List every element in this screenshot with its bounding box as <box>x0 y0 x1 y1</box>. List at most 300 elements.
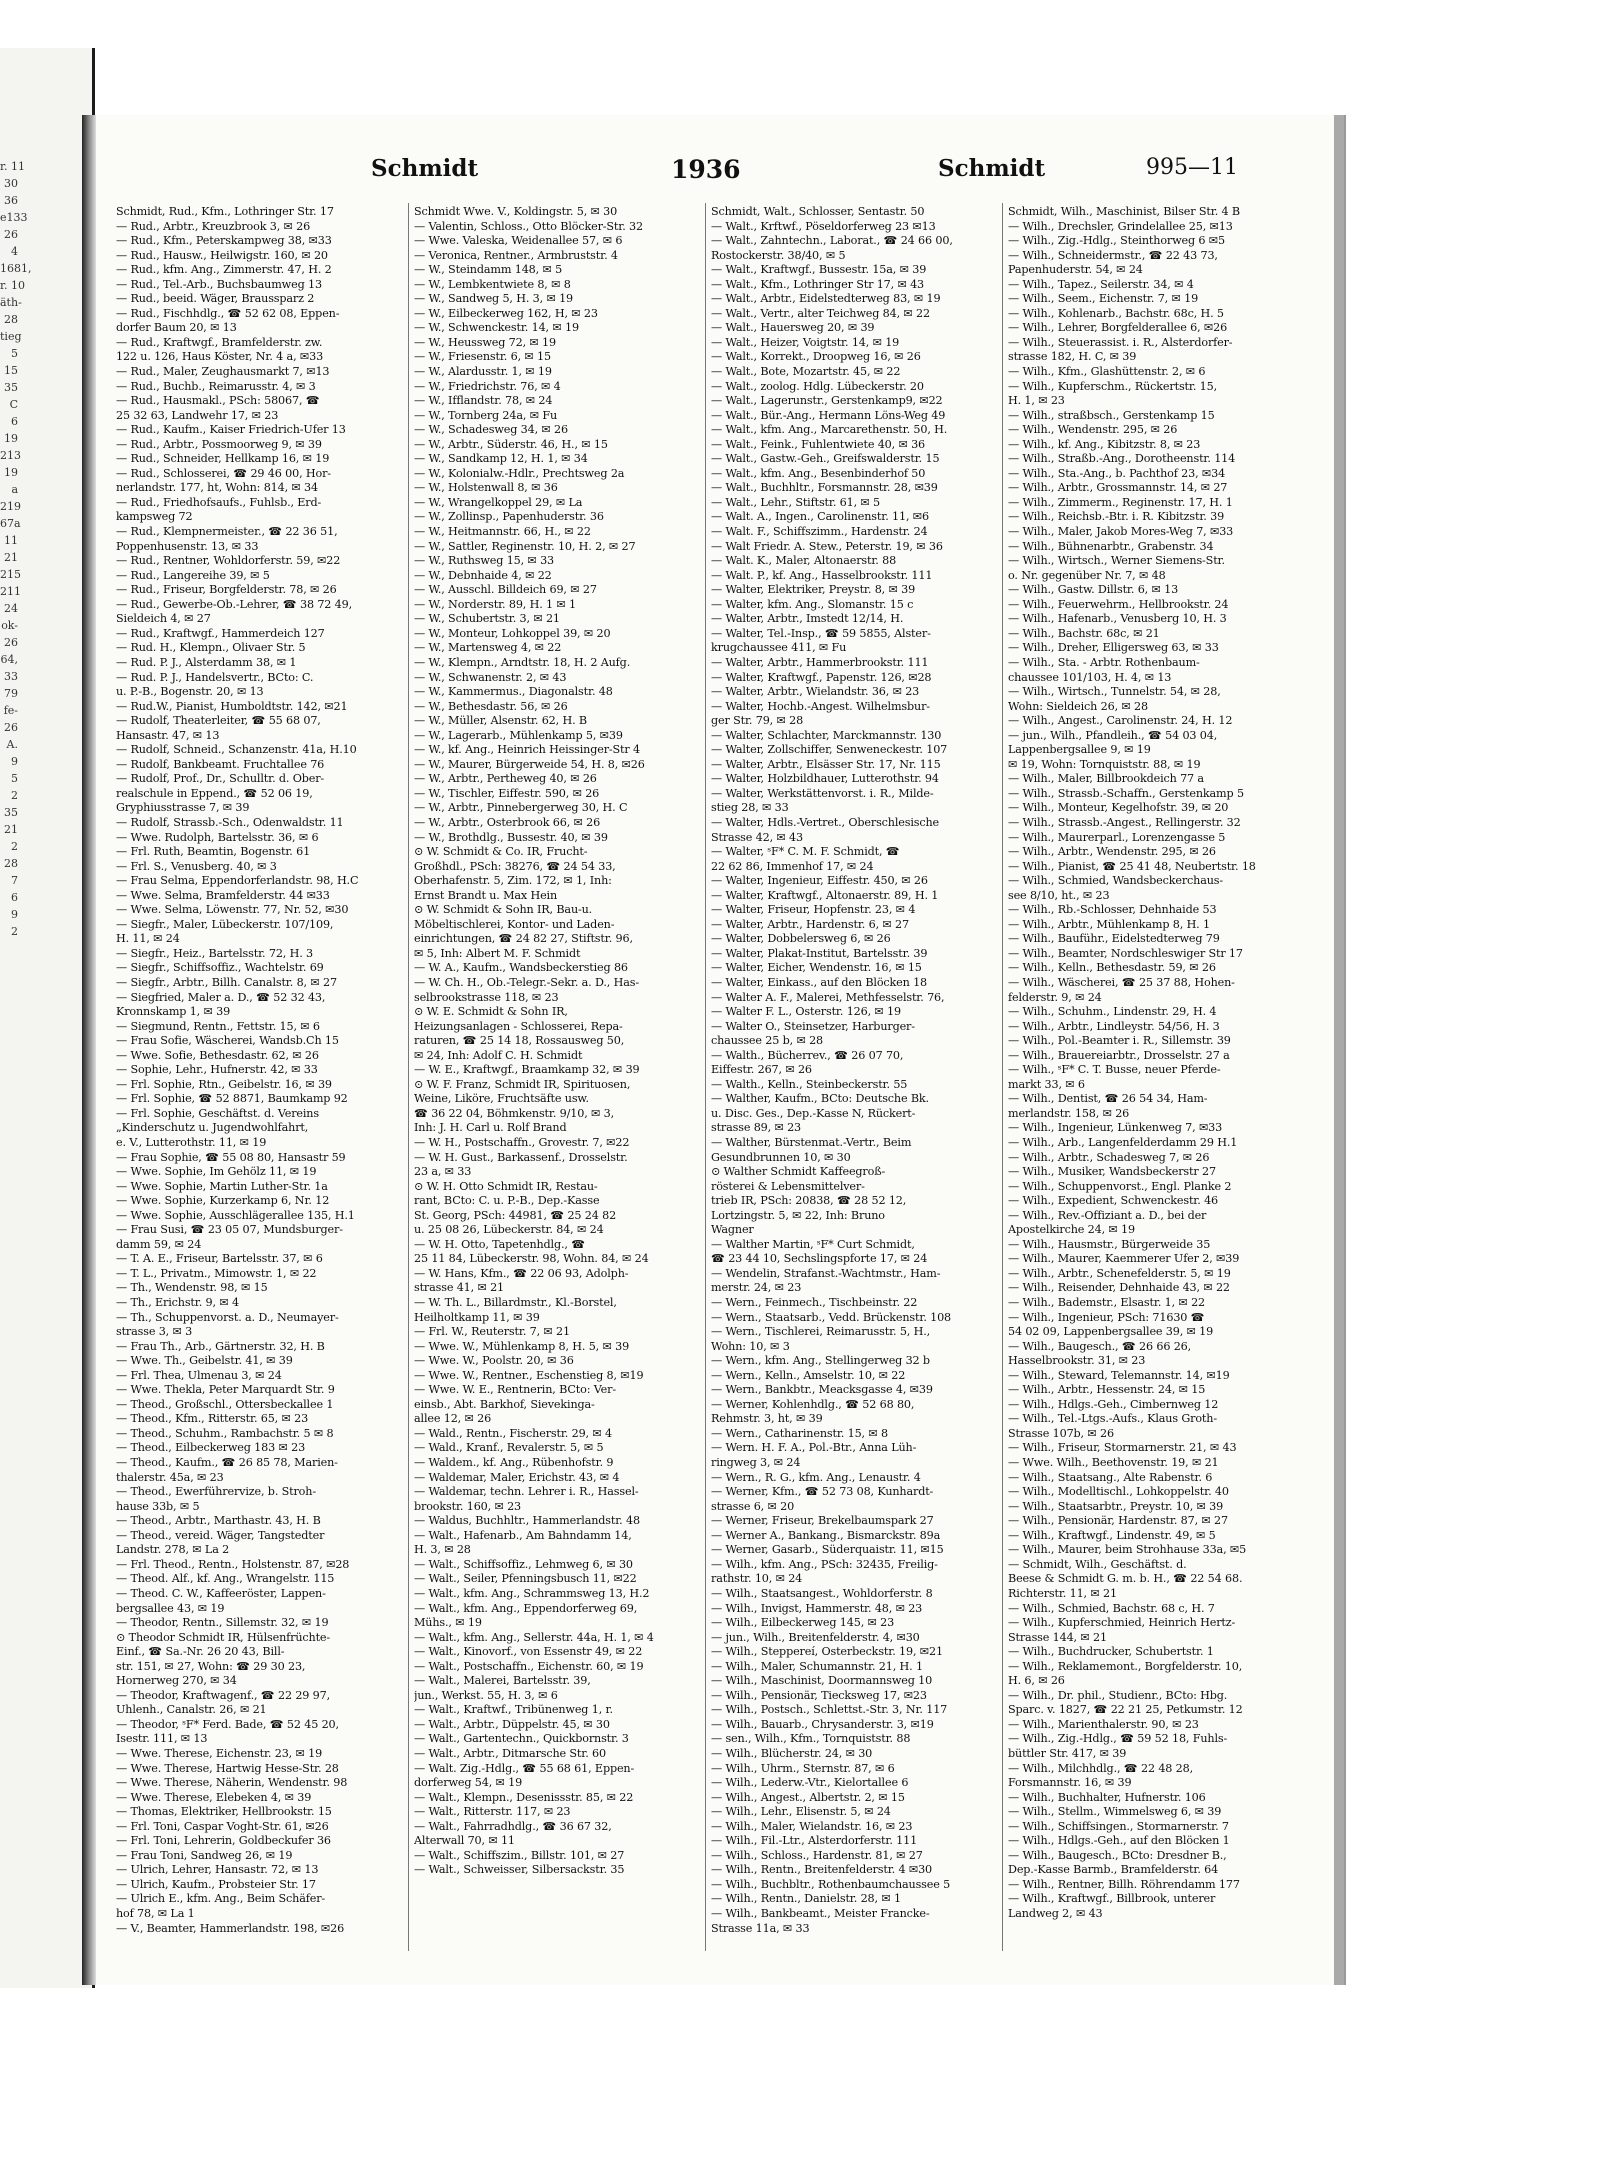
facing-page-fragment: 26 <box>4 636 18 649</box>
directory-entry-line: — Wilh., Maler, Schumannstr. 21, H. 1 <box>711 1659 923 1673</box>
directory-entry-line: — Theod. C. W., Kaffeeröster, Lappen- <box>116 1586 326 1600</box>
directory-entry-line: — Wwe. W., Rentner., Eschenstieg 8, ✉19 <box>414 1368 644 1382</box>
directory-entry-line: — Walt., Heizer, Voigtstr. 14, ✉ 19 <box>711 335 900 349</box>
directory-entry-line: jun., Werkst. 55, H. 3, ✉ 6 <box>414 1688 558 1702</box>
facing-page-fragment: 215 <box>0 568 21 581</box>
directory-entry-line: Schmidt, Rud., Kfm., Lothringer Str. 17 <box>116 205 334 218</box>
directory-entry-line: — Frl. Toni, Caspar Voght-Str. 61, ✉26 <box>116 1819 329 1833</box>
directory-entry-line: — Wern. H. F. A., Pol.-Btr., Anna Lüh- <box>711 1441 917 1455</box>
directory-entry-line: Hornerweg 270, ✉ 34 <box>116 1674 237 1688</box>
directory-entry-line: — Wern., Feinmech., Tischbeinstr. 22 <box>711 1296 918 1310</box>
directory-entry-line: — Walt., Malerei, Bartelsstr. 39, <box>414 1674 591 1688</box>
directory-entry-line: — W. H. Gust., Barkassenf., Drosselstr. <box>414 1150 628 1164</box>
facing-page-fragment: 2 <box>11 925 18 938</box>
directory-entry-line: — Wwe. Th., Geibelstr. 41, ✉ 39 <box>116 1354 293 1368</box>
directory-entry-line: — Rud., Gewerbe-Ob.-Lehrer, ☎ 38 72 49, <box>116 597 353 611</box>
directory-entry-line: — Walter, Arbtr., Hammerbrookstr. 111 <box>711 655 929 669</box>
directory-entry-line: Schmidt, Walt., Schlosser, Sentastr. 50 <box>711 205 925 218</box>
directory-entry-line: — Wilh., Hdlgs.-Geh., Cimbernweg 12 <box>1008 1397 1219 1411</box>
directory-entry-line: St. Georg, PSch: 44981, ☎ 25 24 82 <box>414 1208 617 1222</box>
directory-entry-line: — Rud., Hausw., Heilwigstr. 160, ✉ 20 <box>116 248 328 262</box>
directory-entry-line: — Wilh., Kraftwgf., Billbrook, unterer <box>1008 1892 1216 1906</box>
directory-entry-line: raturen, ☎ 25 14 18, Rossausweg 50, <box>414 1034 625 1048</box>
directory-entry-line: — Wilh., Bachstr. 68c, ✉ 21 <box>1008 626 1160 640</box>
directory-entry-line: — Waldemar, techn. Lehrer i. R., Hassel- <box>414 1485 639 1499</box>
directory-entry-line: — Waldem., kf. Ang., Rübenhofstr. 9 <box>414 1456 614 1470</box>
facing-page-fragment: 19 <box>4 466 18 479</box>
directory-entry-line: chaussee 101/103, H. 4, ✉ 13 <box>1008 670 1172 684</box>
directory-column-3 <box>711 205 996 1936</box>
directory-entry-line: ger Str. 79, ✉ 28 <box>711 714 804 728</box>
directory-entry-line: bergsallee 43, ✉ 19 <box>116 1601 225 1615</box>
directory-entry-line: ⊙ W. E. Schmidt & Sohn IR, <box>414 1005 568 1019</box>
directory-entry-line: — W. H. Otto, Tapetenhdlg., ☎ <box>414 1237 586 1251</box>
directory-entry-line: — Rud., Kraftwgf., Hammerdeich 127 <box>116 626 325 640</box>
directory-entry-line: ringweg 3, ✉ 24 <box>711 1456 801 1470</box>
directory-entry-line: Gryphiusstrasse 7, ✉ 39 <box>116 801 250 815</box>
directory-entry-line: Ernst Brandt u. Max Hein <box>414 888 558 902</box>
directory-entry-line: — W., Kammermus., Diagonalstr. 48 <box>414 685 613 699</box>
directory-entry-line: — Wilh., Uhrm., Sternstr. 87, ✉ 6 <box>711 1761 895 1775</box>
directory-entry-line: — Walt., kfm. Ang., Eppendorferweg 69, <box>414 1601 638 1615</box>
directory-entry-line: strasse 6, ✉ 20 <box>711 1499 795 1513</box>
directory-entry-line: — Walter O., Steinsetzer, Harburger- <box>711 1019 915 1033</box>
directory-entry-line: — Wilh., Zig.-Hdlg., Steinthorweg 6 ✉5 <box>1008 234 1225 248</box>
directory-entry-line: — Wilh., Kupferschmied, Heinrich Hertz- <box>1008 1616 1236 1630</box>
directory-entry-line: — Walt., Gastw.-Geh., Greifswalderstr. 15 <box>711 452 940 466</box>
directory-entry-line: chaussee 25 b, ✉ 28 <box>711 1034 824 1048</box>
directory-entry-line: — Wilh., Hdlgs.-Geh., auf den Blöcken 1 <box>1008 1834 1230 1848</box>
directory-entry-line: — Walt., Bote, Mozartstr. 45, ✉ 22 <box>711 365 901 379</box>
directory-entry-line: — Wilh., Buchdrucker, Schubertstr. 1 <box>1008 1645 1214 1659</box>
directory-entry-line: allee 12, ✉ 26 <box>414 1412 492 1426</box>
directory-entry-line: — Wilh., Rentn., Danielstr. 28, ✉ 1 <box>711 1892 901 1906</box>
directory-entry-line: — Wwe. Wilh., Beethovenstr. 19, ✉ 21 <box>1008 1456 1219 1470</box>
directory-entry-line: Weine, Liköre, Fruchtsäfte usw. <box>414 1092 589 1106</box>
directory-entry-line: ☎ 23 44 10, Sechslingspforte 17, ✉ 24 <box>711 1252 928 1266</box>
directory-entry-line: — Wilh., ˢF* C. T. Busse, neuer Pferde- <box>1008 1063 1221 1077</box>
directory-entry-line: — W., Kolonialw.-Hdlr., Prechtsweg 2a <box>414 466 625 480</box>
directory-entry-line: — Wilh., Beamter, Nordschleswiger Str 17 <box>1008 946 1243 960</box>
directory-entry-line: 25 11 84, Lübeckerstr. 98, Wohn. 84, ✉ 24 <box>414 1252 649 1266</box>
facing-page-fragment: fe- <box>3 704 18 717</box>
directory-entry-line: — Wilh., Stellm., Wimmelsweg 6, ✉ 39 <box>1008 1805 1222 1819</box>
directory-entry-line: Papenhuderstr. 54, ✉ 24 <box>1008 263 1143 277</box>
directory-entry-line: — Frau Susi, ☎ 23 05 07, Mundsburger- <box>116 1223 343 1237</box>
facing-page-fragment: r. 11 <box>0 160 26 173</box>
facing-page-fragment: 15 <box>4 364 18 377</box>
directory-entry-line: — W., Steindamm 148, ✉ 5 <box>414 263 563 277</box>
directory-entry-line: — W. Th. L., Billardmstr., Kl.-Borstel, <box>414 1296 617 1310</box>
directory-entry-line: — Wilh., Buchbltr., Rothenbaumchaussee 5 <box>711 1877 951 1891</box>
directory-entry-line: — W., Brothdlg., Bussestr. 40, ✉ 39 <box>414 830 608 844</box>
directory-entry-line: — Th., Wendenstr. 98, ✉ 15 <box>116 1281 268 1295</box>
directory-entry-line: — Siegfr., Schiffsoffiz., Wachtelstr. 69 <box>116 961 324 975</box>
directory-entry-line: — Wilh., Schmied, Bachstr. 68 c, H. 7 <box>1008 1601 1215 1615</box>
directory-entry-line: krugchaussee 411, ✉ Fu <box>711 641 847 655</box>
directory-entry-line: — Walt., kfm. Ang., Sellerstr. 44a, H. 1, ✉ 4 <box>414 1630 654 1644</box>
directory-entry-line: ✉ 5, Inh: Albert M. F. Schmidt <box>414 946 581 960</box>
directory-entry-line: — W., Arbtr., Pertheweg 40, ✉ 26 <box>414 772 597 786</box>
directory-entry-line: — W., Schadesweg 34, ✉ 26 <box>414 423 568 437</box>
directory-entry-line: Strasse 107b, ✉ 26 <box>1008 1426 1114 1440</box>
facing-page-fragment: 5 <box>11 347 18 360</box>
directory-entry-line: — Rud., Schlosserei, ☎ 29 46 00, Hor- <box>116 466 331 480</box>
directory-entry-line: H. 6, ✉ 26 <box>1008 1674 1065 1688</box>
directory-entry-line: — W., kf. Ang., Heinrich Heissinger-Str 4 <box>414 743 640 757</box>
directory-entry-line: ☎ 36 22 04, Böhmkenstr. 9/10, ✉ 3, <box>414 1106 615 1120</box>
facing-page-fragment: tieg <box>0 330 22 343</box>
directory-entry-line: — Walt. K., Maler, Altonaerstr. 88 <box>711 554 897 568</box>
directory-entry-line: — Walt., Arbtr., Düppelstr. 45, ✉ 30 <box>414 1717 610 1731</box>
directory-entry-line: — Werner, Kfm., ☎ 52 73 08, Kunhardt- <box>711 1485 934 1499</box>
directory-entry-line: — W., Ausschl. Billdeich 69, ✉ 27 <box>414 583 597 597</box>
directory-entry-line: — Wilh., Staatsangest., Wohldorferstr. 8 <box>711 1586 933 1600</box>
directory-entry-line: — Walter, Schlachter, Marckmannstr. 130 <box>711 728 942 742</box>
directory-entry-line: Gesundbrunnen 10, ✉ 30 <box>711 1150 851 1164</box>
directory-entry-line: — Wern., Kelln., Amselstr. 10, ✉ 22 <box>711 1368 906 1382</box>
directory-entry-line: — Walt., zoolog. Hdlg. Lübeckerstr. 20 <box>711 379 924 393</box>
directory-entry-line: — Wilh., Staatsang., Alte Rabenstr. 6 <box>1008 1470 1213 1484</box>
directory-entry-line: — Walt., Krftwf., Pöseldorferweg 23 ✉13 <box>711 219 936 233</box>
directory-entry-line: — Wilh., Milchhdlg., ☎ 22 48 28, <box>1008 1761 1193 1775</box>
directory-entry-line: — Walter, Plakat-Institut, Bartelsstr. 39 <box>711 946 928 960</box>
directory-entry-line: — Walt., kfm. Ang., Schrammsweg 13, H.2 <box>414 1586 650 1600</box>
directory-entry-line: — Walt., Lehr., Stiftstr. 61, ✉ 5 <box>711 495 881 509</box>
directory-entry-line: — Wilh., Friseur, Stormarnerstr. 21, ✉ 43 <box>1008 1441 1237 1455</box>
directory-column-1 <box>116 205 401 1936</box>
directory-entry-line: rathstr. 10, ✉ 24 <box>711 1572 803 1586</box>
directory-entry-line: — W., Schwanenstr. 2, ✉ 43 <box>414 670 567 684</box>
directory-entry-line: — Wilh., Dr. phil., Studienr., BCto: Hbg. <box>1008 1688 1228 1702</box>
directory-entry-line: — Wwe. Thekla, Peter Marquardt Str. 9 <box>116 1383 335 1397</box>
directory-entry-line: — Wilh., Steppereí, Osterbeckstr. 19, ✉21 <box>711 1645 943 1659</box>
directory-entry-line: — Wilh., Maler, Jakob Mores-Weg 7, ✉33 <box>1008 525 1234 539</box>
directory-entry-line: Hasselbrookstr. 31, ✉ 23 <box>1008 1354 1146 1368</box>
directory-entry-line: — Wilh., Bühnenarbtr., Grabenstr. 34 <box>1008 539 1214 553</box>
directory-entry-line: — Veronica, Rentner., Armbruststr. 4 <box>414 248 618 262</box>
directory-entry-line: — Wilh., Lehr., Elisenstr. 5, ✉ 24 <box>711 1805 891 1819</box>
directory-entry-line: — Walth., Bücherrev., ☎ 26 07 70, <box>711 1048 904 1062</box>
directory-entry-line: Mühs., ✉ 19 <box>414 1616 482 1630</box>
facing-page-fragment: 211 <box>0 585 21 598</box>
facing-page-text <box>0 48 92 940</box>
directory-entry-line: — Walter, Eicher, Wendenstr. 16, ✉ 15 <box>711 961 922 975</box>
directory-entry-line: — Walt., Schweisser, Silbersackstr. 35 <box>414 1863 625 1877</box>
directory-entry-line: thalerstr. 45a, ✉ 23 <box>116 1470 224 1484</box>
directory-entry-line: — Walt., Arbtr., Ditmarsche Str. 60 <box>414 1746 606 1760</box>
facing-page-fragment: 28 <box>4 313 18 326</box>
directory-entry-line: — Wern., kfm. Ang., Stellingerweg 32 b <box>711 1354 930 1368</box>
directory-entry-line: — Wwe. Valeska, Weidenallee 57, ✉ 6 <box>414 234 623 248</box>
directory-entry-line: — W. A., Kaufm., Wandsbeckerstieg 86 <box>414 961 628 975</box>
directory-entry-line: — Walter F. L., Osterstr. 126, ✉ 19 <box>711 1005 901 1019</box>
directory-entry-line: — Wendelin, Strafanst.-Wachtmstr., Ham- <box>711 1266 941 1280</box>
directory-entry-line: — Wern., Tischlerei, Reimarusstr. 5, H., <box>711 1325 931 1339</box>
directory-entry-line: Landweg 2, ✉ 43 <box>1008 1906 1103 1920</box>
directory-entry-line: — Walter, Tel.-Insp., ☎ 59 5855, Alster- <box>711 626 931 640</box>
directory-entry-line: Wohn: Sieldeich 26, ✉ 28 <box>1008 699 1148 713</box>
directory-entry-line: — Wilh., Schloss., Hardenstr. 81, ✉ 27 <box>711 1848 923 1862</box>
column-divider <box>705 203 706 1951</box>
directory-entry-line: — Walt., Postschaffn., Eichenstr. 60, ✉ 19 <box>414 1659 644 1673</box>
directory-entry-line: — Walt., Ritterstr. 117, ✉ 23 <box>414 1805 571 1819</box>
directory-entry-line: — Wilh., Modelltischl., Lohkoppelstr. 40 <box>1008 1485 1229 1499</box>
facing-page-fragment: ok- <box>1 619 18 632</box>
directory-entry-line: — W. H., Postschaffn., Grovestr. 7, ✉22 <box>414 1136 630 1149</box>
directory-entry-line: — Rud., Maler, Zeughausmarkt 7, ✉13 <box>116 365 330 379</box>
directory-entry-line: u. 25 08 26, Lübeckerstr. 84, ✉ 24 <box>414 1223 604 1237</box>
directory-entry-line: — Rud., Tel.-Arb., Buchsbaumweg 13 <box>116 277 322 291</box>
directory-entry-line: — Walther Martin, ˢF* Curt Schmidt, <box>711 1237 915 1251</box>
directory-entry-line: Uhlenh., Canalstr. 26, ✉ 21 <box>116 1703 267 1717</box>
directory-entry-line: — W., Arbtr., Osterbrook 66, ✉ 26 <box>414 815 601 829</box>
directory-entry-line: — Wilh., Bademstr., Elsastr. 1, ✉ 22 <box>1008 1296 1205 1310</box>
directory-entry-line: — Rud., Hausmakl., PSch: 58067, ☎ <box>116 394 320 408</box>
directory-entry-line: — Rudolf, Prof., Dr., Schulltr. d. Ober- <box>116 772 325 786</box>
directory-entry-line: — Wilh., Maurerparl., Lorenzengasse 5 <box>1008 830 1226 844</box>
directory-entry-line: — W., Schwenckestr. 14, ✉ 19 <box>414 321 579 335</box>
directory-entry-line: — Wwe. Sofie, Bethesdastr. 62, ✉ 26 <box>116 1048 319 1062</box>
directory-entry-line: kampsweg 72 <box>116 510 193 524</box>
directory-entry-line: — Wilh., Arbtr., Wendenstr. 295, ✉ 26 <box>1008 845 1216 859</box>
directory-entry-line: — Wilh., Staatsarbtr., Preystr. 10, ✉ 39 <box>1008 1499 1224 1513</box>
directory-entry-line: — W., Sandkamp 12, H. 1, ✉ 34 <box>414 452 588 466</box>
directory-entry-line: — Walt Friedr. A. Stew., Peterstr. 19, ✉ 36 <box>711 539 943 553</box>
directory-entry-line: — W., Maurer, Bürgerweide 54, H. 8, ✉26 <box>414 757 645 771</box>
directory-entry-line: — Waldemar, Maler, Erichstr. 43, ✉ 4 <box>414 1470 620 1484</box>
directory-entry-line: — W., Lembkentwiete 8, ✉ 8 <box>414 277 571 291</box>
directory-entry-line: — Wilh., Sta.-Ang., b. Pachthof 23, ✉34 <box>1008 466 1226 480</box>
running-head-left: Schmidt <box>371 155 479 182</box>
directory-entry-line: — Frl. W., Reuterstr. 7, ✉ 21 <box>414 1325 570 1339</box>
directory-entry-line: — Walt., Feink., Fuhlentwiete 40, ✉ 36 <box>711 437 926 451</box>
directory-entry-line: nerlandstr. 177, ht, Wohn: 814, ✉ 34 <box>116 481 318 495</box>
directory-entry-line: — Ulrich E., kfm. Ang., Beim Schäfer- <box>116 1892 326 1906</box>
directory-entry-line: — Rud., Schneider, Hellkamp 16, ✉ 19 <box>116 452 330 466</box>
directory-entry-line: — Wilh., kfm. Ang., PSch: 32435, Freilig- <box>711 1557 938 1571</box>
directory-entry-line: — Walther, Bürstenmat.-Vertr., Beim <box>711 1136 912 1149</box>
directory-entry-line: — Wilh., Schuhm., Lindenstr. 29, H. 4 <box>1008 1005 1217 1019</box>
directory-entry-line: — Frau Sofie, Wäscherei, Wandsb.Ch 15 <box>116 1034 339 1048</box>
directory-entry-line: — Theodor, Kraftwagenf., ☎ 22 29 97, <box>116 1688 331 1702</box>
directory-entry-line: — Wwe. Therese, Eichenstr. 23, ✉ 19 <box>116 1746 323 1760</box>
facing-page-fragment: 19 <box>4 432 18 445</box>
directory-entry-line: — Frau Selma, Eppendorferlandstr. 98, H.C <box>116 874 359 888</box>
directory-entry-line: hof 78, ✉ La 1 <box>116 1906 195 1920</box>
directory-entry-line: — Walter, Einkass., auf den Blöcken 18 <box>711 975 928 989</box>
directory-entry-line: einsb., Abt. Barkhof, Sievekinga- <box>414 1397 595 1411</box>
directory-entry-line: — Wilh., Reklamemont., Borgfelderstr. 10, <box>1008 1659 1243 1673</box>
directory-entry-line: Poppenhusenstr. 13, ✉ 33 <box>116 539 259 553</box>
directory-entry-line: — Walter, Holzbildhauer, Lutterothstr. 94 <box>711 772 939 786</box>
directory-entry-line: — Rudolf, Schneid., Schanzenstr. 41a, H.10 <box>116 743 357 757</box>
directory-entry-line: — Frau Sophie, ☎ 55 08 80, Hansastr 59 <box>116 1150 346 1164</box>
directory-entry-line: — W., Bethesdastr. 56, ✉ 26 <box>414 699 568 713</box>
directory-entry-line: — Wald., Rentn., Fischerstr. 29, ✉ 4 <box>414 1426 612 1440</box>
directory-entry-line: — Walt., Kraftwgf., Bussestr. 15a, ✉ 39 <box>711 263 927 277</box>
facing-page-fragment: 9 <box>11 908 18 921</box>
directory-entry-line: — Walt., Klempn., Desenissstr. 85, ✉ 22 <box>414 1790 634 1804</box>
directory-entry-line: — Werner, Friseur, Brekelbaumspark 27 <box>711 1514 934 1528</box>
directory-entry-line: — Wilh., Wäscherei, ☎ 25 37 88, Hohen- <box>1008 975 1235 989</box>
directory-entry-line: — Wilh., Reisender, Dehnhaide 43, ✉ 22 <box>1008 1281 1230 1295</box>
directory-entry-line: — Wwe. Selma, Löwenstr. 77, Nr. 52, ✉30 <box>116 903 349 917</box>
directory-entry-line: — W., Wrangelkoppel 29, ✉ La <box>414 495 583 509</box>
directory-entry-line: — W., Martensweg 4, ✉ 22 <box>414 641 562 655</box>
directory-entry-line: Heizungsanlagen - Schlosserei, Repa- <box>414 1019 623 1033</box>
directory-entry-line: o. Nr. gegenüber Nr. 7, ✉ 48 <box>1008 568 1166 582</box>
directory-entry-line: Wohn: 10, ✉ 3 <box>711 1339 790 1353</box>
directory-entry-line: — Wilh., Angest., Albertstr. 2, ✉ 15 <box>711 1790 905 1804</box>
directory-entry-line: dorferweg 54, ✉ 19 <box>414 1776 523 1790</box>
directory-entry-line: — Wilh., Schneidermstr., ☎ 22 43 73, <box>1008 248 1218 262</box>
directory-entry-line: — Wilh., Bauführ., Eidelstedterweg 79 <box>1008 932 1220 946</box>
directory-entry-line: — Wern., Catharinenstr. 15, ✉ 8 <box>711 1426 888 1440</box>
facing-page-fragment: 64, <box>0 653 18 666</box>
directory-entry-line: — Walter, Hdls.-Vertret., Oberschlesische <box>711 815 939 829</box>
directory-entry-line: — Wwe. Therese, Näherin, Wendenstr. 98 <box>116 1776 348 1790</box>
facing-page-fragment: 67a <box>0 517 21 530</box>
directory-entry-line: realschule in Eppend., ☎ 52 06 19, <box>116 786 313 800</box>
directory-entry-line: — Wald., Kranf., Revalerstr. 5, ✉ 5 <box>414 1441 604 1455</box>
directory-entry-line: Strasse 11a, ✉ 33 <box>711 1921 810 1935</box>
directory-entry-line: ⊙ W. Schmidt & Co. IR, Frucht- <box>414 845 588 859</box>
directory-entry-line: — Walter, Elektriker, Preystr. 8, ✉ 39 <box>711 583 916 597</box>
directory-entry-line: Lappenbergsallee 9, ✉ 19 <box>1008 743 1151 757</box>
directory-entry-line: Heilholtkamp 11, ✉ 39 <box>414 1310 540 1324</box>
directory-entry-line: Landstr. 278, ✉ La 2 <box>116 1543 230 1557</box>
directory-column-4 <box>1008 205 1293 1922</box>
directory-entry-line: — Walter, ˢF* C. M. F. Schmidt, ☎ <box>711 845 900 859</box>
directory-entry-line: — Ulrich, Lehrer, Hansastr. 72, ✉ 13 <box>116 1863 319 1877</box>
directory-entry-line: — Wilh., Arbtr., Schadesweg 7, ✉ 26 <box>1008 1150 1210 1164</box>
facing-page-fragment: e133 <box>0 211 28 224</box>
directory-entry-line: — Wilh., Bauarb., Chrysanderstr. 3, ✉19 <box>711 1717 934 1731</box>
directory-entry-line: — Rudolf, Bankbeamt. Fruchtallee 76 <box>116 757 325 771</box>
directory-entry-line: — Rud. P. J., Alsterdamm 38, ✉ 1 <box>116 655 297 669</box>
directory-entry-line: — Siegmund, Rentn., Fettstr. 15, ✉ 6 <box>116 1019 320 1033</box>
directory-entry-line: — Rud., Buchb., Reimarusstr. 4, ✉ 3 <box>116 379 316 393</box>
directory-entry-line: — Rud. H., Klempn., Olivaer Str. 5 <box>116 641 306 655</box>
directory-entry-line: Eiffestr. 267, ✉ 26 <box>711 1063 812 1077</box>
directory-entry-line: — Walter, Hochb.-Angest. Wilhelmsbur- <box>711 699 930 713</box>
directory-entry-line: Hansastr. 47, ✉ 13 <box>116 728 220 742</box>
facing-page-fragment: 26 <box>4 228 18 241</box>
facing-page-fragment: 6 <box>11 891 18 904</box>
directory-entry-line: — Th., Erichstr. 9, ✉ 4 <box>116 1296 239 1310</box>
directory-entry-line: — Wilh., Pensionär, Hardenstr. 87, ✉ 27 <box>1008 1514 1228 1528</box>
directory-entry-line: — W., Lagerarb., Mühlenkamp 5, ✉39 <box>414 728 623 742</box>
directory-entry-line: — Walt., Seiler, Pfenningsbusch 11, ✉22 <box>414 1572 637 1586</box>
facing-page-fragment: 2 <box>11 840 18 853</box>
directory-entry-line: — Wilh., Arbtr., Lindleystr. 54/56, H. 3 <box>1008 1019 1220 1033</box>
directory-entry-line: — Wilh., Rb.-Schlosser, Dehnhaide 53 <box>1008 903 1217 917</box>
directory-entry-line: — Walt., Korrekt., Droopweg 16, ✉ 26 <box>711 350 921 364</box>
directory-entry-line: — Wilh., Dreher, Elligersweg 63, ✉ 33 <box>1008 641 1219 655</box>
directory-entry-line: — Wilh., kf. Ang., Kibitzstr. 8, ✉ 23 <box>1008 437 1201 451</box>
directory-entry-line: 25 32 63, Landwehr 17, ✉ 23 <box>116 408 279 422</box>
directory-entry-line: Sparc. v. 1827, ☎ 22 21 25, Petkumstr. 12 <box>1008 1703 1243 1717</box>
directory-entry-line: — Walt., Buchhltr., Forsmannstr. 28, ✉39 <box>711 481 938 495</box>
directory-entry-line: — Wilh., Kohlenarb., Bachstr. 68c, H. 5 <box>1008 306 1224 320</box>
facing-page-fragment: 33 <box>4 670 18 683</box>
directory-entry-line: — Walt., Lagerunstr., Gerstenkamp9, ✉22 <box>711 394 943 408</box>
directory-entry-line: — Wilh., Tapez., Seilerstr. 34, ✉ 4 <box>1008 277 1194 291</box>
directory-entry-line: — Wilh., Fil.-Ltr., Alsterdorferstr. 111 <box>711 1834 918 1848</box>
directory-entry-line: — Frl. Sophie, ☎ 52 8871, Baumkamp 92 <box>116 1092 348 1106</box>
facing-page-fragment: 79 <box>4 687 18 700</box>
directory-entry-line: 54 02 09, Lappenbergsallee 39, ✉ 19 <box>1008 1325 1214 1339</box>
directory-entry-line: rösterei & Lebensmittelver- <box>711 1179 865 1193</box>
directory-entry-line: — Walter, Arbtr., Elsässer Str. 17, Nr. 115 <box>711 757 941 771</box>
directory-entry-line: — Rudolf, Theaterleiter, ☎ 55 68 07, <box>116 714 321 728</box>
directory-entry-line: — W., Friesenstr. 6, ✉ 15 <box>414 350 551 364</box>
directory-entry-line: — Wilh., Pensionär, Tiecksweg 17, ✉23 <box>711 1688 927 1702</box>
directory-entry-line: — Wilh., Drechsler, Grindelallee 25, ✉13 <box>1008 219 1233 233</box>
directory-entry-line: — Walt., Gartentechn., Quickbornstr. 3 <box>414 1732 629 1746</box>
directory-entry-line: büttler Str. 417, ✉ 39 <box>1008 1746 1127 1760</box>
directory-entry-line: — Rud., Friseur, Borgfelderstr. 78, ✉ 26 <box>116 583 337 597</box>
directory-entry-line: — Schmidt, Wilh., Geschäftst. d. <box>1008 1557 1187 1571</box>
directory-entry-line: — Rud., beeid. Wäger, Braussparz 2 <box>116 292 315 306</box>
directory-entry-line: Alterwall 70, ✉ 11 <box>414 1834 515 1848</box>
directory-entry-line: — sen., Wilh., Kfm., Tornquiststr. 88 <box>711 1732 911 1746</box>
directory-entry-line: merlandstr. 158, ✉ 26 <box>1008 1106 1130 1120</box>
directory-entry-line: — Wilh., Wirtsch., Tunnelstr. 54, ✉ 28, <box>1008 685 1221 699</box>
directory-entry-line: — Walt., Hafenarb., Am Bahndamm 14, <box>414 1528 632 1542</box>
directory-entry-line: — Wilh., Eilbeckerweg 145, ✉ 23 <box>711 1616 895 1630</box>
directory-entry-line: damm 59, ✉ 24 <box>116 1237 202 1251</box>
directory-entry-line: — Rud., Rentner, Wohldorferstr. 59, ✉22 <box>116 554 341 568</box>
directory-entry-line: — Wwe. Therese, Elebeken 4, ✉ 39 <box>116 1790 312 1804</box>
directory-entry-line: — Walter, Zollschiffer, Senweneckestr. 107 <box>711 743 948 757</box>
directory-entry-line: — Frau Toni, Sandweg 26, ✉ 19 <box>116 1848 293 1862</box>
directory-entry-line: — Wilh., Arb., Langenfelderdamm 29 H.1 <box>1008 1136 1238 1149</box>
directory-entry-line: — Rud., Langereihe 39, ✉ 5 <box>116 568 270 582</box>
facing-page-fragment: 30 <box>4 177 18 190</box>
directory-entry-line: — Wilh., Invigst, Hammerstr. 48, ✉ 23 <box>711 1601 923 1615</box>
directory-entry-line: — Rud. P. J., Handelsvertr., BCto: C. <box>116 670 314 684</box>
directory-entry-line: — Walt., Zahntechn., Laborat., ☎ 24 66 00, <box>711 234 953 248</box>
directory-entry-line: — Walt. A., Ingen., Carolinenstr. 11, ✉6 <box>711 510 929 524</box>
directory-entry-line: u. Disc. Ges., Dep.-Kasse N, Rückert- <box>711 1106 916 1120</box>
facing-page-fragment: C <box>9 398 18 411</box>
directory-entry-line: — Rud., Kaufm., Kaiser Friedrich-Ufer 13 <box>116 423 346 437</box>
facing-page-fragment: 2 <box>11 789 18 802</box>
directory-entry-line: — Walt., Bür.-Ang., Hermann Löns-Weg 49 <box>711 408 946 422</box>
directory-entry-line: Schmidt Wwe. V., Koldingstr. 5, ✉ 30 <box>414 205 618 218</box>
directory-entry-line: — Siegfr., Maler, Lübeckerstr. 107/109, <box>116 917 334 931</box>
directory-entry-line: — V., Beamter, Hammerlandstr. 198, ✉26 <box>116 1921 345 1935</box>
directory-entry-line: — Wilh., Baugesch., ☎ 26 66 26, <box>1008 1339 1192 1353</box>
directory-entry-line: — Walter, Dobbelersweg 6, ✉ 26 <box>711 932 891 946</box>
directory-entry-line: — Frl. Theod., Rentn., Holstenstr. 87, ✉28 <box>116 1557 350 1571</box>
directory-entry-line: Einf., ☎ Sa.-Nr. 26 20 43, Bill- <box>116 1645 285 1659</box>
directory-page <box>96 115 1342 1985</box>
directory-entry-line: — W., Alardusstr. 1, ✉ 19 <box>414 365 552 379</box>
directory-entry-line: Sieldeich 4, ✉ 27 <box>116 612 211 626</box>
directory-entry-line: H. 1, ✉ 23 <box>1008 394 1065 408</box>
facing-page-fragment: a <box>11 483 18 496</box>
directory-entry-line: Möbeltischlerei, Kontor- und Laden- <box>414 917 615 931</box>
directory-entry-line: — Walth., Kelln., Steinbeckerstr. 55 <box>711 1077 908 1091</box>
directory-entry-line: — T. L., Privatm., Mimowstr. 1, ✉ 22 <box>116 1266 317 1280</box>
directory-entry-line: — Walter, kfm. Ang., Slomanstr. 15 c <box>711 597 914 611</box>
directory-entry-line: — Wilh., Maschinist, Doormannsweg 10 <box>711 1674 933 1688</box>
directory-entry-line: — Wilh., Strassb.-Schaffn., Gerstenkamp 5 <box>1008 786 1244 800</box>
directory-entry-line: — Theod., Eilbeckerweg 183 ✉ 23 <box>116 1441 306 1455</box>
